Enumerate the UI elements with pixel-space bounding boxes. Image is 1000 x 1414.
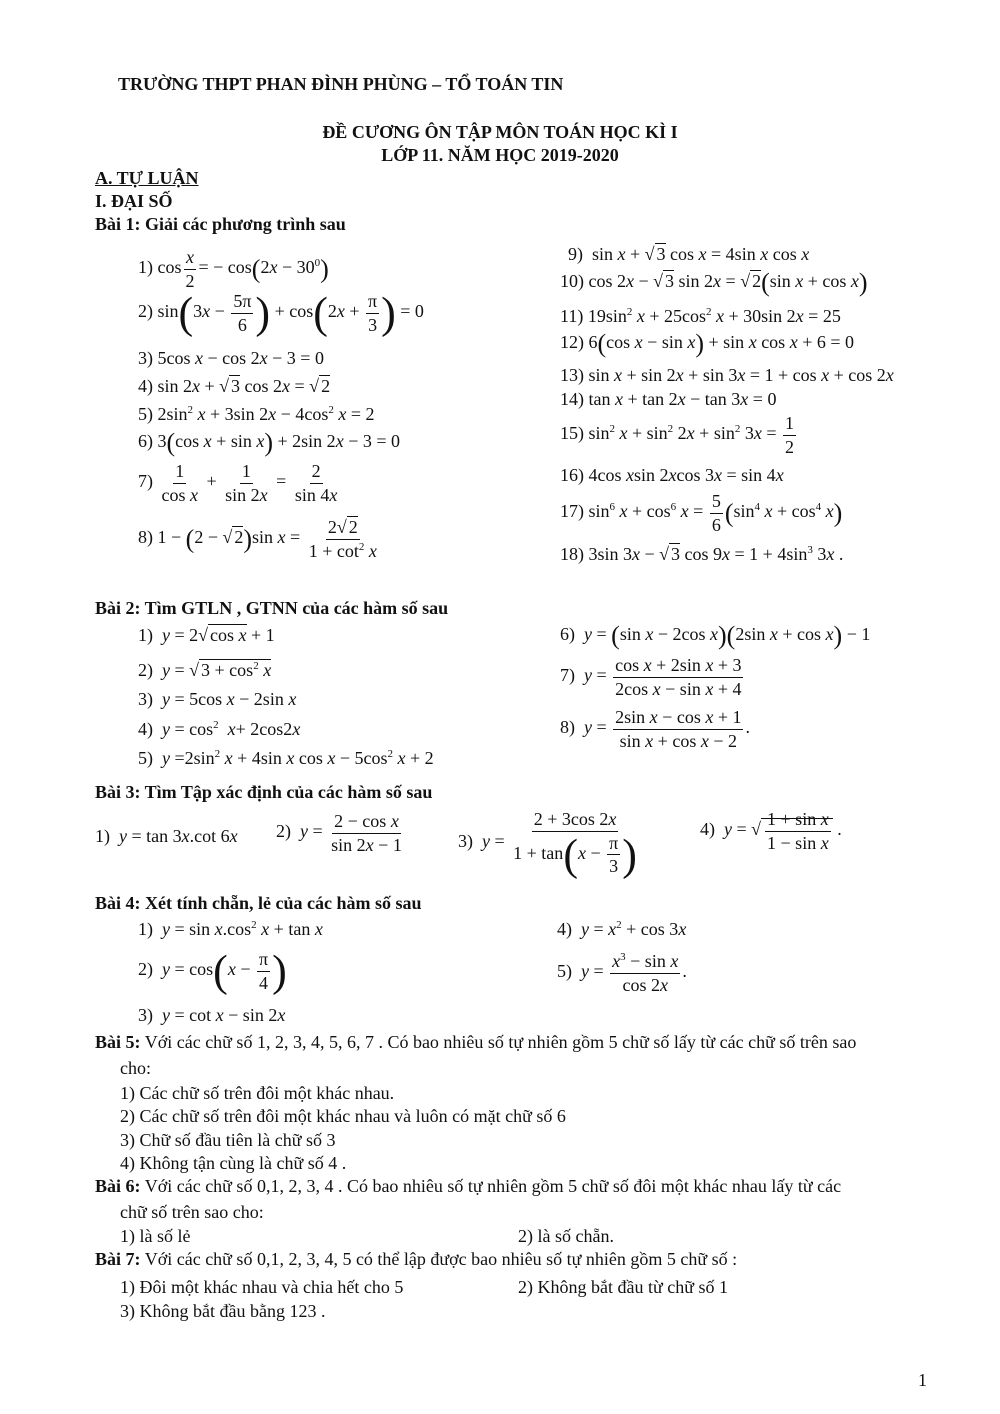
- bai7-item-1: 1) Đôi một khác nhau và chia hết cho 5: [120, 1277, 404, 1297]
- bai3-fn-1: 1) y = tan 3x.cot 6x: [95, 826, 238, 846]
- bai5-item-3: 3) Chữ số đầu tiên là chữ số 3: [120, 1130, 336, 1150]
- bai1-heading: Bài 1: Giải các phương trình sau: [95, 214, 346, 234]
- bai6-item-2: 2) là số chẵn.: [518, 1226, 614, 1246]
- bai5-item-1: 1) Các chữ số trên đôi một khác nhau.: [120, 1083, 395, 1103]
- bai1-eq-11: 11) $19\sin^2$ $x + 25\cos^2$ x + 30sin 2x = 25: [560, 306, 841, 326]
- bai2-fn-1: 1) y = 2√ cos x + 1: [138, 625, 275, 645]
- bai1-eq-9: 9) sin x + √ 3 cos x = 4sin x cos x: [568, 244, 810, 264]
- bai2-fn-2: 2) y = √ $3 + \cos^2 x$: [138, 660, 272, 680]
- bai3-fn-4: 4) y = √ $\frac{\text{1 + sin x}}{\text{1 − sin x}}$ .: [700, 809, 842, 853]
- bai1-eq-3: 3) 5cos x − cos 2x − 3 = 0: [138, 348, 324, 368]
- section-i-heading: I. ĐẠI SỐ: [95, 191, 173, 211]
- bai4-heading: Bài 4: Xét tính chẵn, lẻ của các hàm số sau: [95, 893, 422, 913]
- bai7-item-3: 3) Không bắt đầu bằng 123 .: [120, 1301, 326, 1321]
- bai1-eq-5: 5) $2\sin^2$ x + 3sin $2x - 4\cos^2$ x = 2: [138, 404, 375, 424]
- bai1-eq-6: 6) 3(cos x + sin x) + 2sin 2x − 3 = 0: [138, 428, 400, 458]
- section-a-heading: A. TỰ LUẬN: [95, 168, 199, 188]
- bai1-eq-16: 16) 4cos xsin 2xcos 3x = sin 4x: [560, 465, 784, 485]
- bai7-text: Bài 7: Với các chữ số 0,1, 2, 3, 4, 5 có thể lập được bao nhiêu số tự nhiên gồm 5 chữ số :: [95, 1249, 738, 1269]
- bai1-eq-1: 1) cos $\frac{x}{2}$ = − $\cos(2x - 30^0)$: [138, 247, 329, 291]
- bai5-item-2: 2) Các chữ số trên đôi một khác nhau và luôn có mặt chữ số 6: [120, 1106, 566, 1126]
- bai5-text-cont: cho:: [120, 1058, 151, 1078]
- bai3-fn-3: 3) y = 2 + 3cos 2x 1 + tan(x − $\frac{\pi}{3}$ ): [458, 809, 637, 879]
- bai3-fn-2: 2) y = $\frac{\text{2 − cos x}}{\sin 2x - 1}$: [276, 811, 402, 855]
- bai4-fn-4: 4) $y = x^2 + \cos 3x$: [557, 919, 687, 939]
- bai2-heading: Bài 2: Tìm GTLN , GTNN của các hàm số sau: [95, 598, 449, 618]
- bai6-item-1: 1) là số lẻ: [120, 1226, 191, 1246]
- bai1-eq-13: 13) sin x + sin 2x + sin 3x = 1 + cos x + cos 2x: [560, 365, 894, 385]
- bai1-eq-12: 12) 6(cos x − sin x) + sin x cos x + 6 = 0: [560, 329, 854, 359]
- page-number: 1: [918, 1370, 927, 1390]
- bai2-fn-3: 3) y = 5cos x − 2sin x: [138, 689, 297, 709]
- bai3-heading: Bài 3: Tìm Tập xác định của các hàm số sau: [95, 782, 433, 802]
- bai1-eq-4: 4) sin 2x + √ 3 cos 2x = √ 2: [138, 376, 331, 396]
- bai1-eq-18: 18) 3sin 3x − √ 3 $\cos 9x = 1 + 4\sin^3$ 3x .: [560, 544, 844, 564]
- bai5-text: Bài 5: Với các chữ số 1, 2, 3, 4, 5, 6, 7 . Có bao nhiêu số tự nhiên gồm 5 chữ số lấy từ các chữ số trên sao: [95, 1032, 857, 1052]
- bai6-text: Bài 6: Với các chữ số 0,1, 2, 3, 4 . Có bao nhiêu số tự nhiên gồm 5 chữ số đôi một khác nhau lấy từ các: [95, 1176, 842, 1196]
- bai7-item-2: 2) Không bắt đầu từ chữ số 1: [518, 1277, 728, 1297]
- bai1-eq-17: 17) $\sin^6 x + \cos^6 x$ = $\frac{5}{6}$ ($\sin^4$ $x + \cos^4 x$): [560, 491, 843, 535]
- bai1-eq-14: 14) tan x + tan 2x − tan 3x = 0: [560, 389, 777, 409]
- bai6-text-cont: chữ số trên sao cho:: [120, 1202, 264, 1222]
- school-header: TRƯỜNG THPT PHAN ĐÌNH PHÙNG – TỔ TOÁN TIN: [118, 74, 564, 94]
- bai1-eq-10: 10) cos 2x − √ 3 sin 2x = √ 2(sin x + cos x): [560, 268, 868, 298]
- bai2-fn-8: 8) y = $\frac{\text{2sin x − cos x + 1}}{\text{sin x + cos x − 2}}$ .: [560, 707, 750, 751]
- bai1-eq-8: 8) 1 − (2 − √ 2)sin x = $\frac{2√ 2}{1 + \cot^2 x}$: [138, 517, 377, 561]
- bai1-eq-7: 7) $\frac{1}{\text{cos x}}$ + $\frac{1}{\sin 2x}$ = $\frac{2}{\sin 4x}$: [138, 461, 338, 505]
- bai4-fn-1: 1) $y = \sin x.\cos^2$ x + tan x: [138, 919, 323, 939]
- doc-title-line1: ĐỀ CƯƠNG ÔN TẬP MÔN TOÁN HỌC KÌ I: [322, 122, 678, 142]
- doc-title-line2: LỚP 11. NĂM HỌC 2019-2020: [381, 145, 619, 165]
- bai2-fn-7: 7) y = $\frac{\text{cos x + 2sin x + 3}}{\text{2cos x − sin x + 4}}$: [560, 655, 742, 699]
- bai5-item-4: 4) Không tận cùng là chữ số 4 .: [120, 1153, 347, 1173]
- bai1-eq-15: 15) $\sin^2 x + \sin^2 2x + \sin^2 3x$ = $\frac{1}{2}$: [560, 413, 794, 457]
- bai2-fn-6: 6) y = (sin x − 2cos x)(2sin x + cos x) − 1: [560, 621, 871, 651]
- bai2-fn-5: 5) $y =2\sin^2$ x + 4sin x $\cos x - 5\cos^2$ x + 2: [138, 748, 434, 768]
- bai2-fn-4: 4) $y = \cos^2 x+ 2\cos 2x$: [138, 719, 301, 739]
- bai1-eq-2: 2) sin(3x − $\frac{5\pi}{6}$ ) + cos(2x + $\frac{\pi}{3}$ ) = 0: [138, 288, 424, 338]
- bai4-fn-5: 5) y = $\frac{x^3 - \sin x}{\cos 2x}$ .: [557, 951, 687, 995]
- bai4-fn-2: 2) y = cos(x − $\frac{\pi}{4}$ ): [138, 946, 287, 996]
- bai4-fn-3: 3) y = cot x − sin 2x: [138, 1005, 286, 1025]
